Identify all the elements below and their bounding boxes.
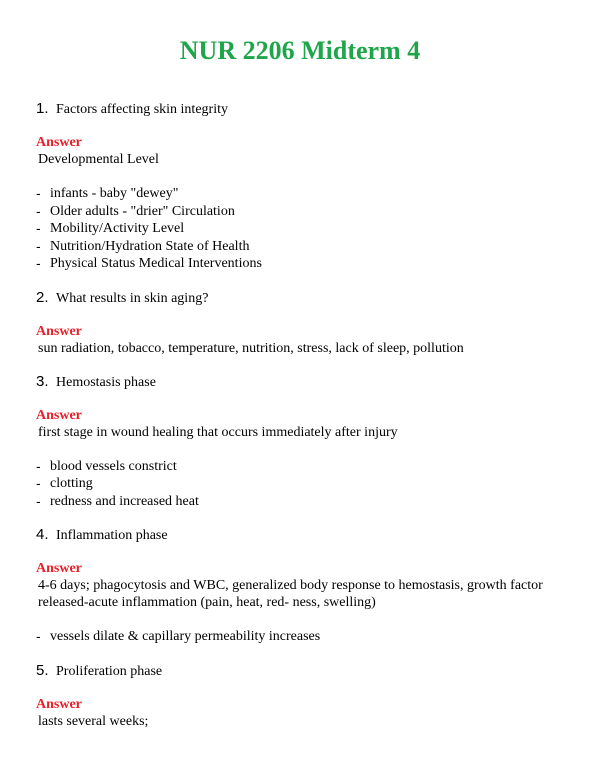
answer-label: Answer [36,407,82,423]
answer-text: 4-6 days; phagocytosis and WBC, generalized body response to hemostasis, growth factor released-acute inflammation (pain, heat, red- ness, swelling) [38,578,543,610]
dash-icon: - [36,628,41,644]
dash-icon: - [36,255,41,271]
question-heading [36,662,566,681]
question-number: 5. [36,661,49,679]
question-text: What results in skin aging? [56,290,209,306]
bullet-text: Older adults - "drier" Circulation [50,203,235,219]
question-list [36,100,566,746]
question-5 [36,662,566,730]
bullet-text: Mobility/Activity Level [50,221,185,236]
bullet-text: Nutrition/Hydration State of Health [50,238,250,254]
question-number: 3. [36,372,49,390]
question-3 [36,373,566,511]
list-item [36,220,566,238]
bullet-list [36,185,566,273]
dash-icon: - [36,237,41,254]
question-heading [36,526,566,545]
dash-icon: - [36,185,41,201]
question-number: 1. [36,100,49,117]
dash-icon: - [36,475,41,491]
dash-icon: - [36,202,41,219]
list-item [36,255,566,273]
list-item [36,493,566,511]
bullet-text: redness and increased heat [50,493,199,509]
document-title: NUR 2206 Midterm 4 [179,36,421,65]
answer-label: Answer [36,696,82,712]
question-text: Proliferation phase [56,663,163,679]
question-heading [36,373,566,392]
answer-text: sun radiation, tobacco, temperature, nutrition, stress, lack of sleep, pollution [38,340,464,356]
question-heading [36,100,566,119]
list-item [36,203,566,221]
question-heading [36,289,566,308]
bullet-text: Physical Status Medical Interventions [50,256,262,271]
answer-text: Developmental Level [38,152,159,167]
answer-text: first stage in wound healing that occurs immediately after injury [38,424,398,440]
list-item [36,238,566,256]
answer-label: Answer [36,561,82,576]
list-item [36,628,566,646]
question-2 [36,289,566,357]
bullet-list [36,458,566,511]
question-text: Inflammation phase [56,528,168,543]
bullet-text: blood vessels constrict [50,458,177,474]
question-text: Hemostasis phase [56,374,156,390]
question-number: 2. [36,288,49,306]
dash-icon: - [36,457,41,474]
answer-label: Answer [36,135,82,150]
bullet-text: infants - baby "dewey" [50,186,179,201]
question-text: Factors affecting skin integrity [56,102,228,117]
bullet-list [36,628,566,646]
list-item [36,475,566,493]
dash-icon: - [36,220,41,236]
dash-icon: - [36,492,41,509]
bullet-text: clotting [50,476,93,491]
list-item [36,458,566,476]
question-4 [36,526,566,646]
list-item [36,185,566,203]
bullet-text: vessels dilate & capillary permeability increases [50,629,321,644]
question-number: 4. [36,526,49,543]
answer-text: lasts several weeks; [38,713,149,729]
answer-label: Answer [36,323,82,339]
question-1 [36,100,566,273]
